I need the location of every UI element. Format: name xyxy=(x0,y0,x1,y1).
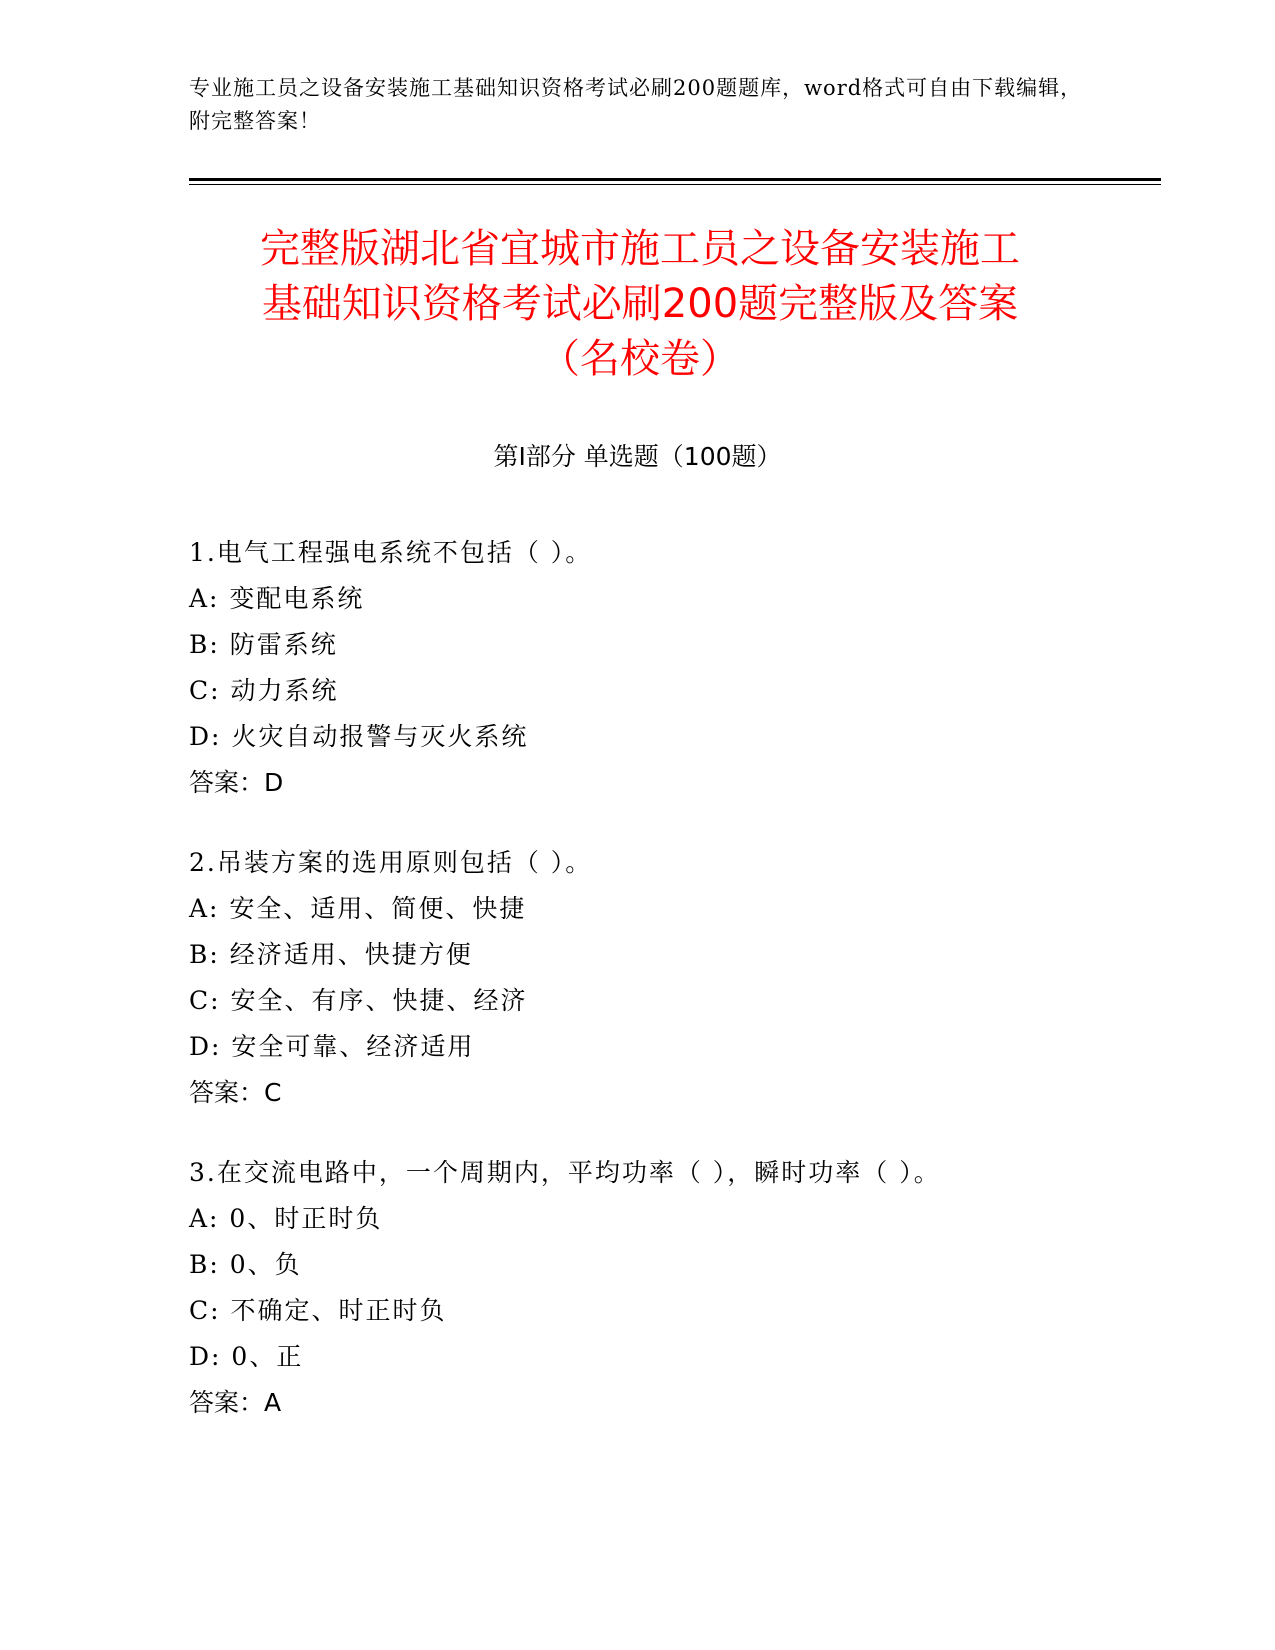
option-c: C: 安全、有序、快捷、经济 xyxy=(189,986,528,1015)
question-list xyxy=(189,530,1189,1460)
option-d: D: 0、正 xyxy=(189,1342,304,1371)
question-item-2 xyxy=(189,840,1189,1116)
option-a: A: 0、时正时负 xyxy=(189,1204,383,1233)
document-title-line-2: 基础知识资格考试必刷200题完整版及答案 xyxy=(261,281,1019,327)
section-heading: 第I部分 单选题（100题） xyxy=(493,442,782,471)
question-stem: 2.吊装方案的选用原则包括（ ）。 xyxy=(189,848,593,877)
document-title xyxy=(160,222,1120,387)
question-stem: 1.电气工程强电系统不包括（ ）。 xyxy=(189,538,593,567)
question-item-3 xyxy=(189,1150,1189,1426)
question-item-1 xyxy=(189,530,1189,806)
option-a: A: 安全、适用、简便、快捷 xyxy=(189,894,527,923)
header-note: 专业施工员之设备安装施工基础知识资格考试必刷200题题库，word格式可自由下载编辑，附完整答案！ xyxy=(189,76,1083,133)
option-a: A: 变配电系统 xyxy=(189,584,365,613)
answer-line: 答案：D xyxy=(189,768,284,797)
answer-line: 答案：A xyxy=(189,1388,282,1417)
header-divider-thin xyxy=(189,184,1161,185)
document-title-line-3: （名校卷） xyxy=(540,336,740,382)
option-b: B: 防雷系统 xyxy=(189,630,338,659)
answer-line: 答案：C xyxy=(189,1078,282,1107)
option-b: B: 经济适用、快捷方便 xyxy=(189,940,473,969)
header-divider-thick xyxy=(189,178,1161,181)
question-stem: 3.在交流电路中，一个周期内，平均功率（ ），瞬时功率（ ）。 xyxy=(189,1158,941,1187)
option-b: B: 0、负 xyxy=(189,1250,302,1279)
option-c: C: 不确定、时正时负 xyxy=(189,1296,447,1325)
document-title-line-1: 完整版湖北省宜城市施工员之设备安装施工 xyxy=(260,226,1020,272)
option-c: C: 动力系统 xyxy=(189,676,339,705)
option-d: D: 安全可靠、经济适用 xyxy=(189,1032,475,1061)
option-d: D: 火灾自动报警与灭火系统 xyxy=(189,722,529,751)
